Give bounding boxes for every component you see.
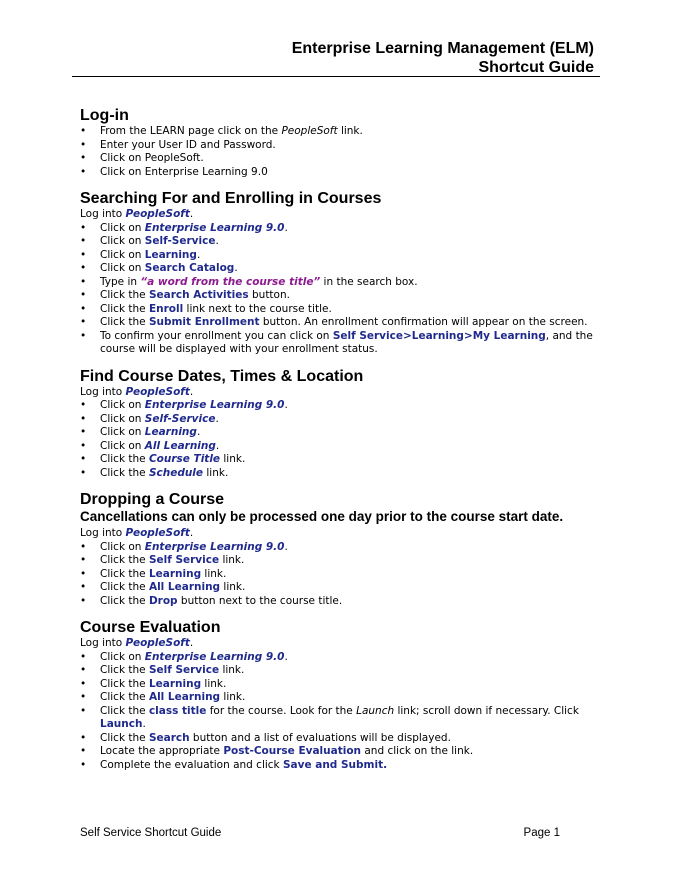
list-item: • Click the Self Service link.: [80, 554, 605, 568]
list-item: • Click on PeopleSoft.: [80, 152, 605, 166]
section-title-drop: Dropping a Course: [80, 491, 225, 508]
list-item: • Enter your User ID and Password.: [80, 139, 605, 153]
drop-steps: [80, 541, 605, 609]
list-item: • Click the Learning link.: [80, 568, 605, 582]
login-instruction: Log into PeopleSoft.: [80, 527, 194, 539]
section-title-evaluation: Course Evaluation: [80, 619, 221, 636]
list-item: • Click on Enterprise Learning 9.0: [80, 166, 605, 180]
list-item: • Click on Search Catalog.: [80, 262, 605, 276]
list-item: • Click on Learning.: [80, 249, 605, 263]
footer-title: Self Service Shortcut Guide: [80, 827, 222, 839]
search-steps: [80, 222, 605, 357]
header-divider: [72, 76, 600, 77]
list-item: • Locate the appropriate Post-Course Evaluation and click on the link.: [80, 745, 605, 759]
evaluation-steps: [80, 651, 605, 773]
list-item: • Click the Learning link.: [80, 678, 605, 692]
list-item: • Click on Self-Service.: [80, 413, 605, 427]
login-instruction: Log into PeopleSoft.: [80, 208, 194, 220]
list-item: • Click on All Learning.: [80, 440, 605, 454]
list-item: • Click the Schedule link.: [80, 467, 605, 481]
document-header: [72, 39, 600, 77]
list-item: • Complete the evaluation and click Save and Submit.: [80, 759, 605, 773]
login-instruction: Log into PeopleSoft.: [80, 385, 194, 398]
list-item: • Click the Drop button next to the course title.: [80, 595, 605, 609]
list-item: • Click on Enterprise Learning 9.0.: [80, 399, 605, 413]
list-item: • Click the All Learning link.: [80, 691, 605, 705]
list-item: • Click the Enroll link next to the course title.: [80, 303, 605, 317]
list-item: • Click on Enterprise Learning 9.0.: [80, 541, 605, 555]
section-title-search: Searching For and Enrolling in Courses: [80, 190, 382, 207]
list-item: • Click on Enterprise Learning 9.0.: [80, 651, 605, 665]
list-item: • Click on Enterprise Learning 9.0.: [80, 222, 605, 236]
login-steps: [80, 125, 605, 179]
login-instruction: Log into PeopleSoft.: [80, 637, 194, 649]
header-title-line2: Shortcut Guide: [478, 59, 594, 76]
list-item: • Click the class title for the course. Look for the Launch link; scroll down if necessary. Click Launch.: [80, 705, 605, 732]
list-item: • Click the Search button and a list of evaluations will be displayed.: [80, 732, 605, 746]
header-title-line1: Enterprise Learning Management (ELM): [291, 40, 594, 57]
list-item: • Click on Self-Service.: [80, 235, 605, 249]
page-number: Page 1: [523, 827, 560, 839]
list-item: • Click on Learning.: [80, 426, 605, 440]
document-body: [80, 106, 605, 772]
list-item: • To confirm your enrollment you can click on Self Service>Learning>My Learning, and the course will be displayed with your enrollment status.: [80, 330, 605, 357]
section-title-find: Find Course Dates, Times & Location: [80, 367, 364, 385]
find-steps: [80, 399, 605, 480]
cancellation-notice: Cancellations can only be processed one day prior to the course start date.: [80, 509, 564, 524]
list-item: • Click the Course Title link.: [80, 453, 605, 467]
list-item: • Click the Self Service link.: [80, 664, 605, 678]
section-title-login: Log-in: [80, 107, 129, 124]
list-item: • Click the Search Activities button.: [80, 289, 605, 303]
list-item: • Click the Submit Enrollment button. An enrollment confirmation will appear on the screen.: [80, 316, 605, 330]
list-item: • From the LEARN page click on the PeopleSoft link.: [80, 125, 605, 139]
list-item: • Type in “a word from the course title” in the search box.: [80, 276, 605, 290]
list-item: • Click the All Learning link.: [80, 581, 605, 595]
